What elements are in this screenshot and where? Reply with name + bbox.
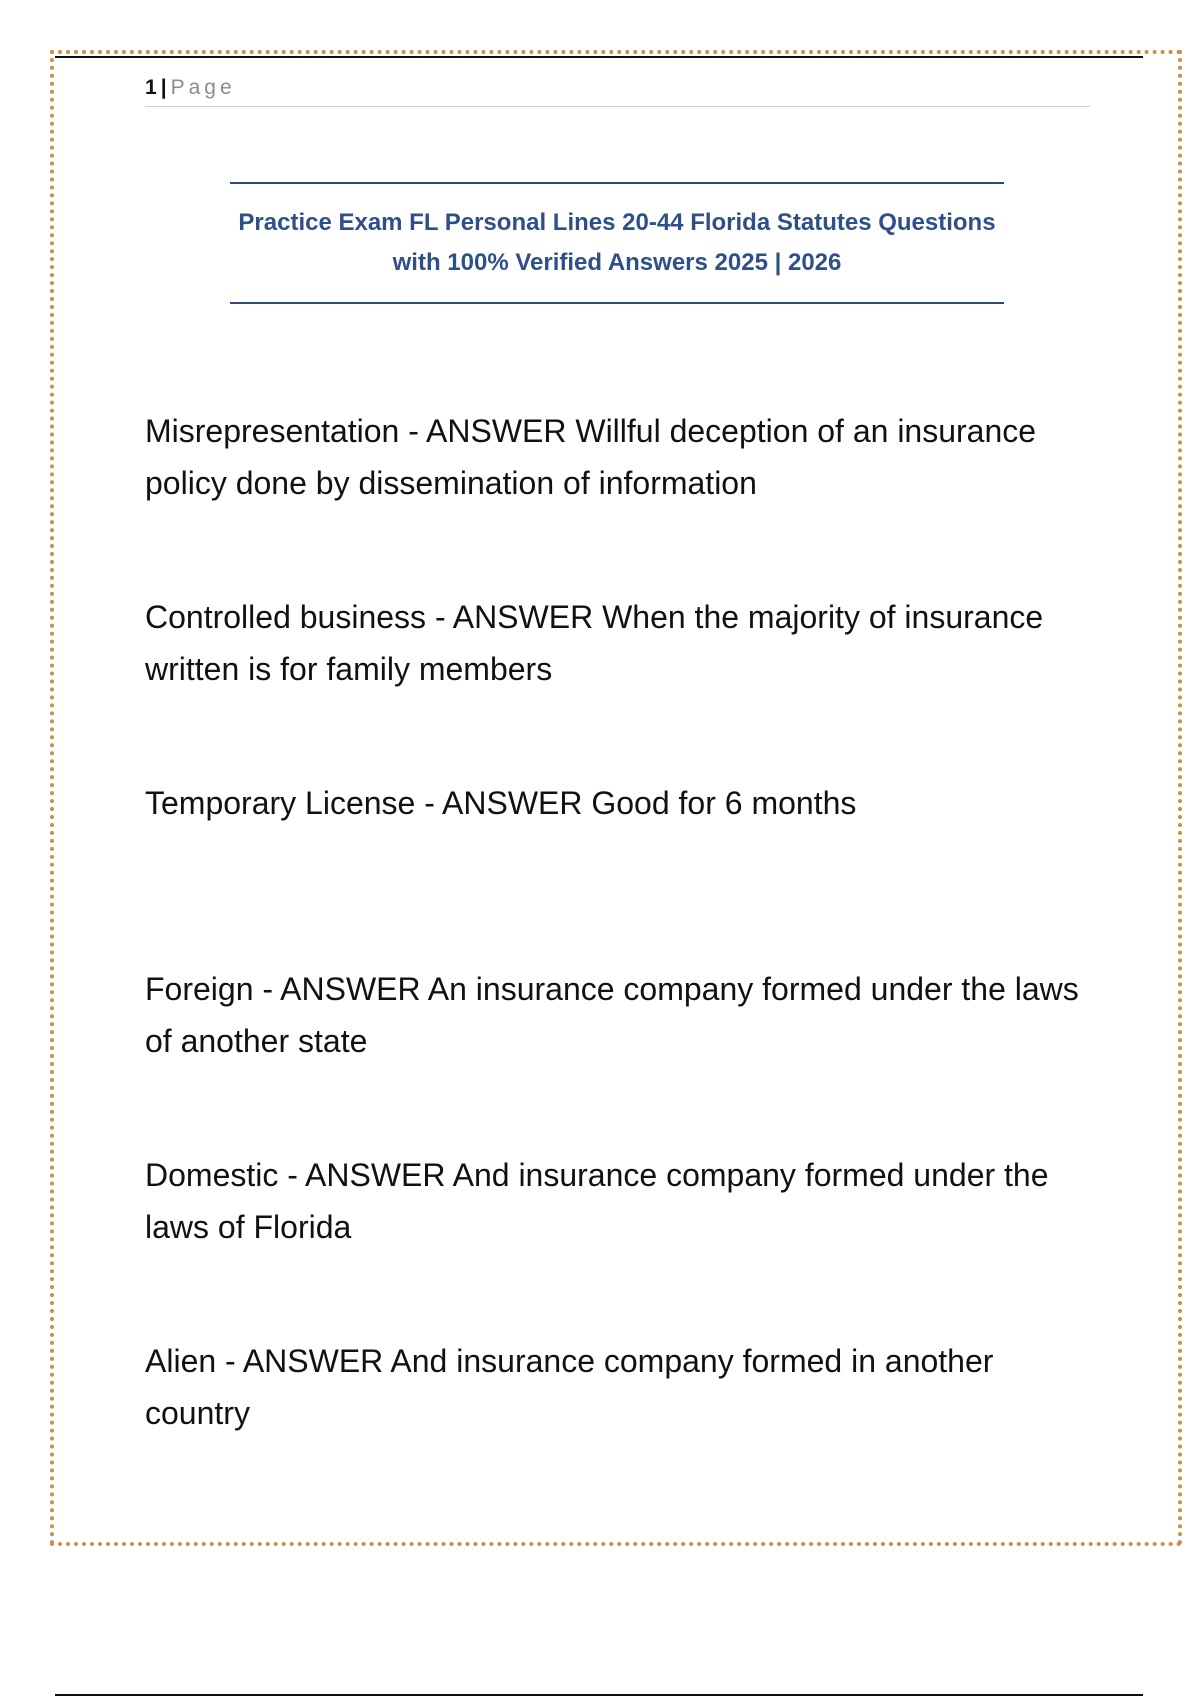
page-header [145, 74, 1090, 107]
qa-item-temporary-license: Temporary License - ANSWER Good for 6 months [145, 785, 857, 821]
qa-item-domestic: Domestic - ANSWER And insurance company formed under the laws of Florida [145, 1157, 1049, 1245]
page-label: Page [170, 76, 236, 99]
qa-item-controlled-business: Controlled business - ANSWER When the majority of insurance written is for family members [145, 599, 1044, 687]
qa-item-misrepresentation: Misrepresentation - ANSWER Willful deception of an insurance policy done by dissemination of information [145, 413, 1037, 501]
qa-list [145, 405, 1090, 1521]
title-line-2: with 100% Verified Answers 2025 | 2026 [392, 249, 842, 276]
document-title [237, 203, 997, 283]
document-title-box [230, 182, 1004, 304]
page-number: 1 [145, 76, 157, 99]
top-rule [55, 56, 1143, 58]
bottom-rule [55, 1694, 1143, 1696]
page-separator: | [160, 76, 167, 99]
qa-item-foreign: Foreign - ANSWER An insurance company formed under the laws of another state [145, 971, 1079, 1059]
qa-item-alien: Alien - ANSWER And insurance company formed in another country [145, 1343, 994, 1431]
title-line-1: Practice Exam FL Personal Lines 20-44 Florida Statutes Questions [238, 209, 996, 236]
